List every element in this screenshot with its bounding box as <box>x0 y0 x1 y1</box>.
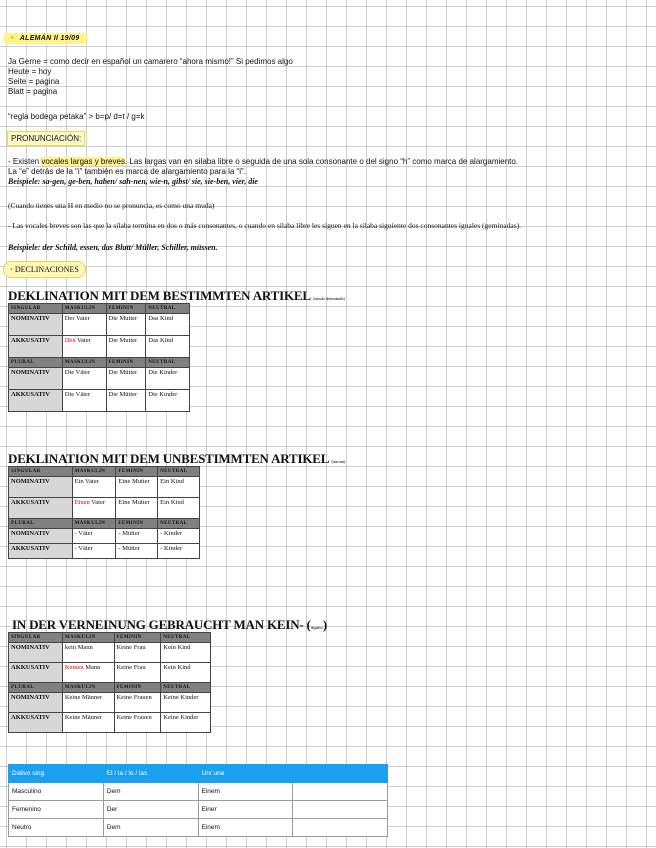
table-row <box>9 529 200 544</box>
header-cell: PLURAL <box>9 358 63 368</box>
table-header-row <box>9 304 190 314</box>
cell: - Kinder <box>158 529 200 544</box>
table-row <box>9 643 211 663</box>
header-cell: PLURAL <box>9 683 63 693</box>
header-cell <box>293 765 388 783</box>
header-cell: FEMININ <box>114 683 161 693</box>
table3-title-end: ) <box>322 617 328 632</box>
highlight-text: vocales largas y breves <box>41 157 125 166</box>
declinaciones-text: DECLINACIONES <box>14 265 79 274</box>
cell: Ein Kind <box>158 498 200 519</box>
header-cell: FEMININ <box>116 519 158 529</box>
table2-title <box>8 451 345 467</box>
cell: - Mütter <box>116 529 158 544</box>
cell <box>293 801 388 819</box>
cell: Ein Kind <box>158 477 200 498</box>
cell: Die Väter <box>62 390 106 412</box>
example-1: Beispiele: sa-gen, ge-ben, haben/ sah-nen, wie-n, gibst/ sie, sie-ben, vier, die <box>8 177 258 186</box>
cell: Das Kind <box>146 314 190 336</box>
table-row <box>9 693 211 713</box>
intro-line: Seite = pagina <box>8 77 60 86</box>
cell: Dem <box>103 783 198 801</box>
header-cell: MASKULIN <box>72 467 116 477</box>
header-cell: NEUTRAL <box>158 467 200 477</box>
table3-title <box>12 617 327 633</box>
cell <box>293 819 388 837</box>
header-cell: NEUTRAL <box>158 519 200 529</box>
intro-line: Ja Gerne = como decir en español un camarero “ahora mismo!” Si pedimos algo <box>8 57 293 66</box>
table2 <box>8 466 200 559</box>
cell: Keine Frauen <box>114 713 161 733</box>
table2-title-suffix: (uno/una) <box>331 459 346 464</box>
case-cell: NOMINATIV <box>9 314 63 336</box>
table-row <box>9 336 190 358</box>
table3-title-text: IN DER VERNEINUNG GEBRAUCHT MAN KEIN- ( <box>12 617 311 632</box>
note-1: (Cuando tienes una H en medio no se pronuncia, es como una muda) <box>8 201 215 210</box>
cell: Einem <box>198 783 293 801</box>
header-cell: MASKULIN <box>62 304 106 314</box>
cell: Femenino <box>9 801 104 819</box>
header-cell: NEUTRAL <box>146 304 190 314</box>
table-row <box>9 663 211 683</box>
header-cell: El / la / lo / las <box>103 765 198 783</box>
table-row <box>9 477 200 498</box>
cell: Eine Mutter <box>116 477 158 498</box>
noun: Vater <box>75 337 91 344</box>
case-cell: NOMINATIV <box>9 529 73 544</box>
cell: Masculino <box>9 783 104 801</box>
cell: Kein Kind <box>161 643 211 663</box>
cell: Einem <box>198 819 293 837</box>
cell: - Kinder <box>158 544 200 559</box>
header-cell: NEUTRAL <box>146 358 190 368</box>
dativo-table <box>8 764 388 837</box>
table-row <box>9 783 388 801</box>
cell: Dem <box>103 819 198 837</box>
header-cell: FEMININ <box>106 304 146 314</box>
cell: Die Kinder <box>146 368 190 390</box>
note-2: - Las vocales breves son las que la silaba termina en dos o más consonantes, o cuando en silaba libre les siguen en la silaba siguiente dos consonantes iguales (geminadas). <box>8 221 521 230</box>
table2-title-text: DEKLINATION MIT DEM UNBESTIMMTEN ARTIKEL <box>8 451 329 466</box>
cell: Kein Kind <box>161 663 211 683</box>
table1 <box>8 303 190 412</box>
table-row <box>9 390 190 412</box>
header-cell: FEMININ <box>106 358 146 368</box>
table1-title <box>8 288 345 304</box>
cell <box>293 783 388 801</box>
header-cell: SINGULAR <box>9 304 63 314</box>
pronunciation-line-1 <box>8 157 648 167</box>
header-cell: MASKULIN <box>62 683 114 693</box>
header-cell: PLURAL <box>9 519 73 529</box>
case-cell: NOMINATIV <box>9 477 73 498</box>
pronunciation-heading: PRONUNCIACIÓN: <box>7 131 85 146</box>
cell: Die Mütter <box>106 390 146 412</box>
red-article: Keinen <box>64 664 84 671</box>
cell <box>62 663 114 683</box>
header-cell: FEMININ <box>116 467 158 477</box>
red-article: Den <box>64 337 76 344</box>
cell: Einer <box>198 801 293 819</box>
header-cell: MASKULIN <box>72 519 116 529</box>
cell: Die Mutter <box>106 314 146 336</box>
table3-title-suffix: negativo <box>310 625 323 630</box>
cell: Der <box>103 801 198 819</box>
cell <box>72 498 116 519</box>
table3 <box>8 632 211 733</box>
table1-title-text: DEKLINATION MIT DEM BESTIMMTEN ARTIKEL <box>8 288 311 303</box>
case-cell: AKKUSATIV <box>9 498 73 519</box>
cell: Neutro <box>9 819 104 837</box>
cell: - Väter <box>72 544 116 559</box>
cell: Das Kind <box>146 336 190 358</box>
header-cell: NEUTRAL <box>161 633 211 643</box>
intro-line: Blatt = pagina <box>8 87 58 96</box>
pronunciation-line-2: La “e” detrás de la “i” también es marca de alargamiento para la “i”. <box>8 167 246 176</box>
case-cell: AKKUSATIV <box>9 713 63 733</box>
header-pill <box>3 33 88 44</box>
rule-line: “regla bodega petaka” > b=p/ d=t / g=k <box>8 112 145 121</box>
cell: Keine Frauen <box>114 693 161 713</box>
header-cell: MASKULIN <box>62 358 106 368</box>
example-2: Beispiele: der Schild, essen, das Blatt/ Müller, Schiller, müssen. <box>8 243 218 252</box>
case-cell: AKKUSATIV <box>9 663 63 683</box>
header-cell: Dativo sing <box>9 765 104 783</box>
table-header-row <box>9 519 200 529</box>
case-cell: AKKUSATIV <box>9 544 73 559</box>
header-cell: Un/ una <box>198 765 293 783</box>
cell: - Mütter <box>116 544 158 559</box>
table-row <box>9 819 388 837</box>
table1-title-suffix: (articulo determinado) <box>313 296 345 301</box>
table-row <box>9 368 190 390</box>
noun: Vater <box>89 499 105 506</box>
cell: Keine Frau <box>114 643 161 663</box>
cell: Keine Kinder <box>161 693 211 713</box>
red-article: Einen <box>74 499 90 506</box>
cell: - Väter <box>72 529 116 544</box>
declinaciones-label <box>3 261 86 278</box>
cell: Keine Männer <box>62 693 114 713</box>
cell: Die Kinder <box>146 390 190 412</box>
cell: Keine Männer <box>62 713 114 733</box>
cell <box>62 336 106 358</box>
header-cell: FEMININ <box>114 633 161 643</box>
table-header-row <box>9 765 388 783</box>
intro-block <box>8 57 293 97</box>
cell: Eine Mutter <box>116 498 158 519</box>
table-header-row <box>9 358 190 368</box>
case-cell: NOMINATIV <box>9 693 63 713</box>
header-cell: SINGULAR <box>9 467 73 477</box>
table-header-row <box>9 633 211 643</box>
text-fragment: . Las largas van en silaba libre o seguida de una sola consonante o del signo “h” como marca de alargamiento. <box>124 157 519 166</box>
cell: Keine Kinder <box>161 713 211 733</box>
noun: Mann <box>83 664 101 671</box>
header-cell: MASKULIN <box>62 633 114 643</box>
header-cell: SINGULAR <box>9 633 63 643</box>
table-header-row <box>9 683 211 693</box>
cell: Die Mütter <box>106 368 146 390</box>
bullet-icon: • <box>10 265 15 274</box>
table-row <box>9 801 388 819</box>
case-cell: NOMINATIV <box>9 368 63 390</box>
table-header-row <box>9 467 200 477</box>
table-row <box>9 713 211 733</box>
case-cell: AKKUSATIV <box>9 390 63 412</box>
intro-line: Heute = hoy <box>8 67 52 76</box>
cell: Keine Frau <box>114 663 161 683</box>
cell: Die Mutter <box>106 336 146 358</box>
table-row <box>9 498 200 519</box>
cell: Die Väter <box>62 368 106 390</box>
cell: Der Vater <box>62 314 106 336</box>
case-cell: AKKUSATIV <box>9 336 63 358</box>
table-row <box>9 314 190 336</box>
case-cell: NOMINATIV <box>9 643 63 663</box>
cell: kein Mann <box>62 643 114 663</box>
header-cell: NEUTRAL <box>161 683 211 693</box>
page-title: ALEMÁN II 19/09 <box>19 35 80 42</box>
cell: Ein Vater <box>72 477 116 498</box>
table-row <box>9 544 200 559</box>
bullet-icon: • <box>11 35 14 42</box>
text-fragment: - Existen <box>8 157 42 166</box>
